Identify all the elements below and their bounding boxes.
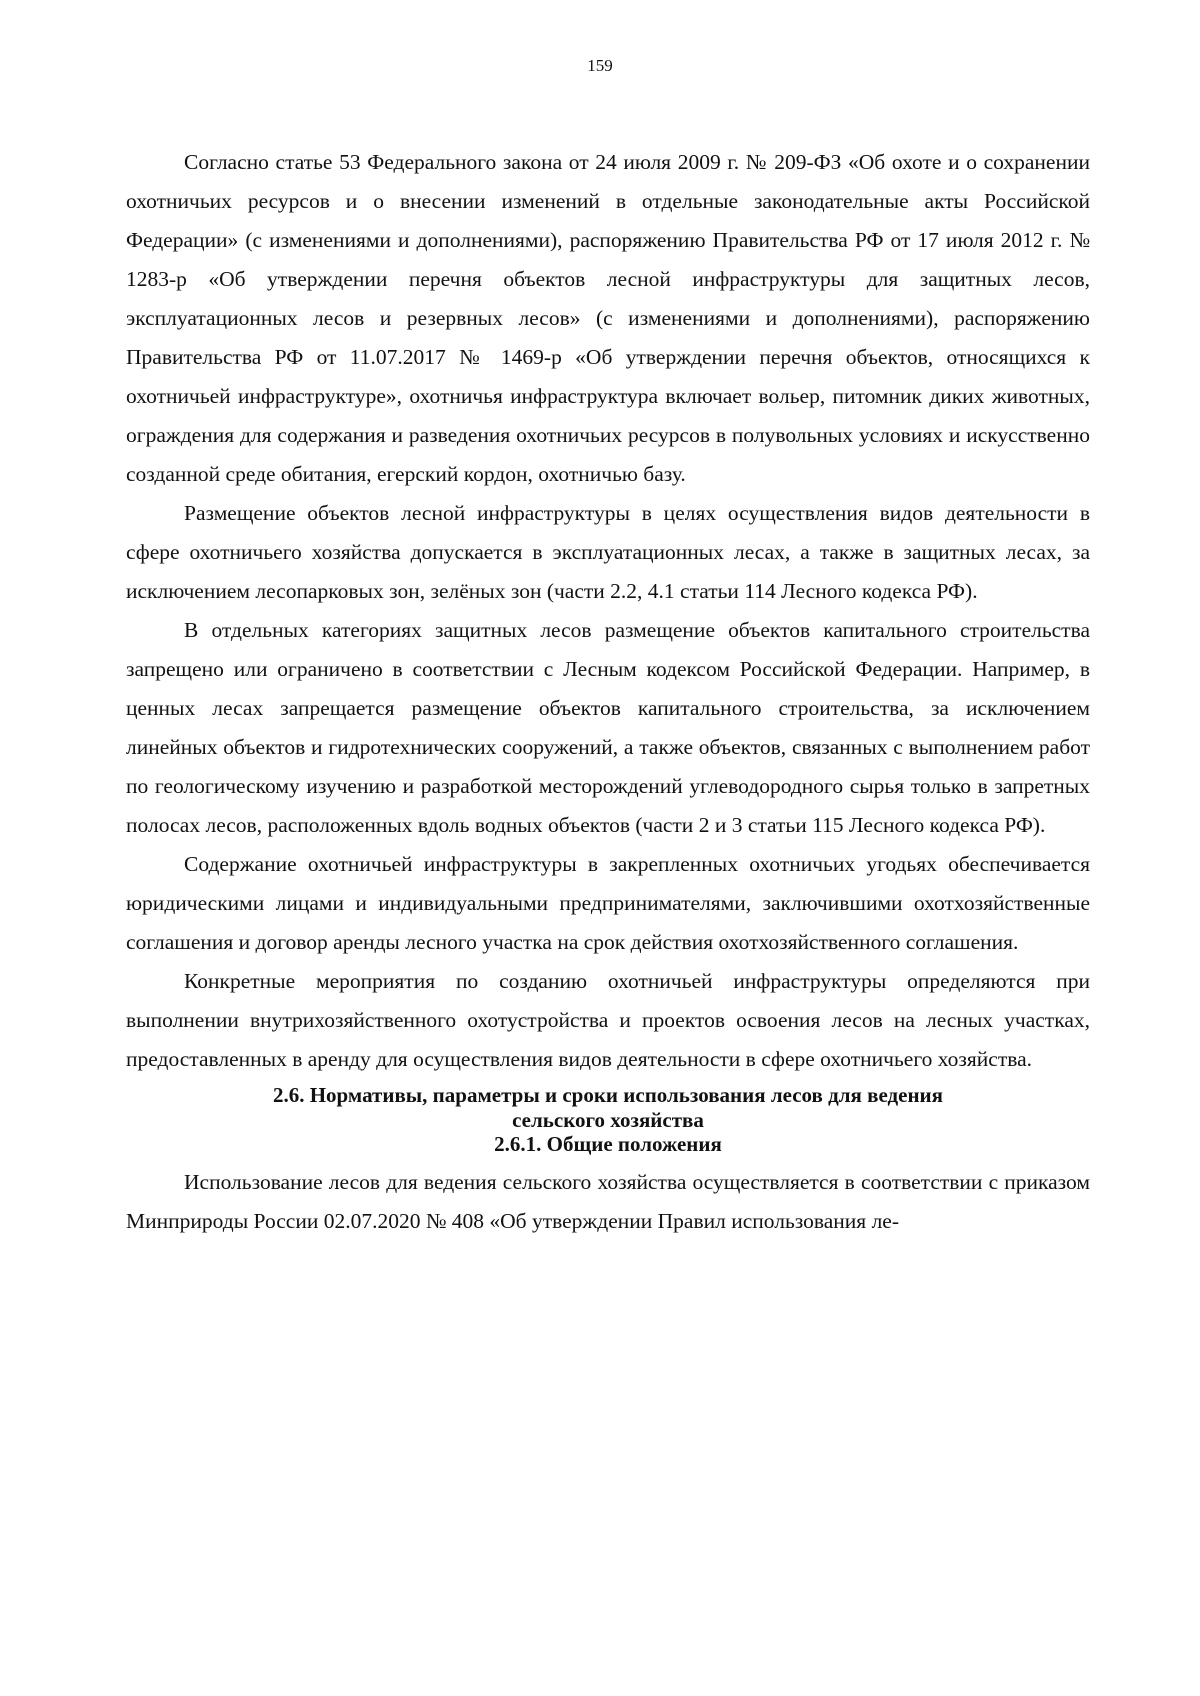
- subsection-heading: 2.6.1. Общие положения: [494, 1132, 722, 1156]
- paragraph-hunting-infrastructure: Согласно статье 53 Федерального закона от 24 июля 2009 г. № 209-ФЗ «Об охоте и о сохранении охотничьих ресурсов и о внесении изменений в отдельные законодательные акты Российской Федерации» (с изменениями и дополнениями), распоряжению Правительства РФ от 17 июля 2012 г. № 1283-р «Об утверждении перечня объектов лесной инфраструктуры для защитных лесов, эксплуатационных лесов и резервных лесов» (с изменениями и дополнениями), распоряжению Правительства РФ от 11.07.2017 № 1469-р «Об утверждении перечня объектов, относящихся к охотничьей инфраструктуре», охотничья инфраструктура включает вольер, питомник диких животных, ограждения для содержания и разведения охотничьих ресурсов в полувольных условиях и искусственно созданной среде обитания, егерский кордон, охотничью базу.: [126, 150, 1090, 486]
- paragraph-infrastructure-maintenance: Содержание охотничьей инфраструктуры в закрепленных охотничьих угодьях обеспечивается юридическими лицами и индивидуальными предпринимателями, заключившими охотхозяйственные соглашения и договор аренды лесного участка на срок действия охотхозяйственного соглашения.: [126, 852, 1090, 954]
- section-heading-line: сельского хозяйства: [512, 1107, 704, 1132]
- paragraph-specific-measures: Конкретные мероприятия по созданию охотничьей инфраструктуры определяются при выполнении внутрихозяйственного охотустройства и проектов освоения лесов на лесных участках, предоставленных в аренду для осуществления видов деятельности в сфере охотничьего хозяйства.: [126, 969, 1090, 1071]
- paragraph-infrastructure-placement: Размещение объектов лесной инфраструктуры в целях осуществления видов деятельности в сфере охотничьего хозяйства допускается в эксплуатационных лесах, а также в защитных лесах, за исключением лесопарковых зон, зелёных зон (части 2.2, 4.1 статьи 114 Лесного кодекса РФ).: [126, 501, 1090, 603]
- page-number: 159: [587, 56, 613, 75]
- section-heading: [126, 1083, 1090, 1157]
- paragraph-protective-forests: В отдельных категориях защитных лесов размещение объектов капитального строительства запрещено или ограничено в соответствии с Лесным кодексом Российской Федерации. Например, в ценных лесах запрещается размещение объектов капитального строительства, за исключением линейных объектов и гидротехнических сооружений, а также объектов, связанных с выполнением работ по геологическому изучению и разработкой месторождений углеводородного сырья только в запретных полосах лесов, расположенных вдоль водных объектов (части 2 и 3 статьи 115 Лесного кодекса РФ).: [126, 618, 1090, 837]
- paragraph-agriculture-use: Использование лесов для ведения сельского хозяйства осуществляется в соответствии с приказом Минприроды России 02.07.2020 № 408 «Об утверждении Правил использования ле-: [126, 1169, 1090, 1233]
- section-heading-line: 2.6. Нормативы, параметры и сроки использования лесов для ведения: [272, 1083, 944, 1107]
- document-body: [126, 143, 1090, 1241]
